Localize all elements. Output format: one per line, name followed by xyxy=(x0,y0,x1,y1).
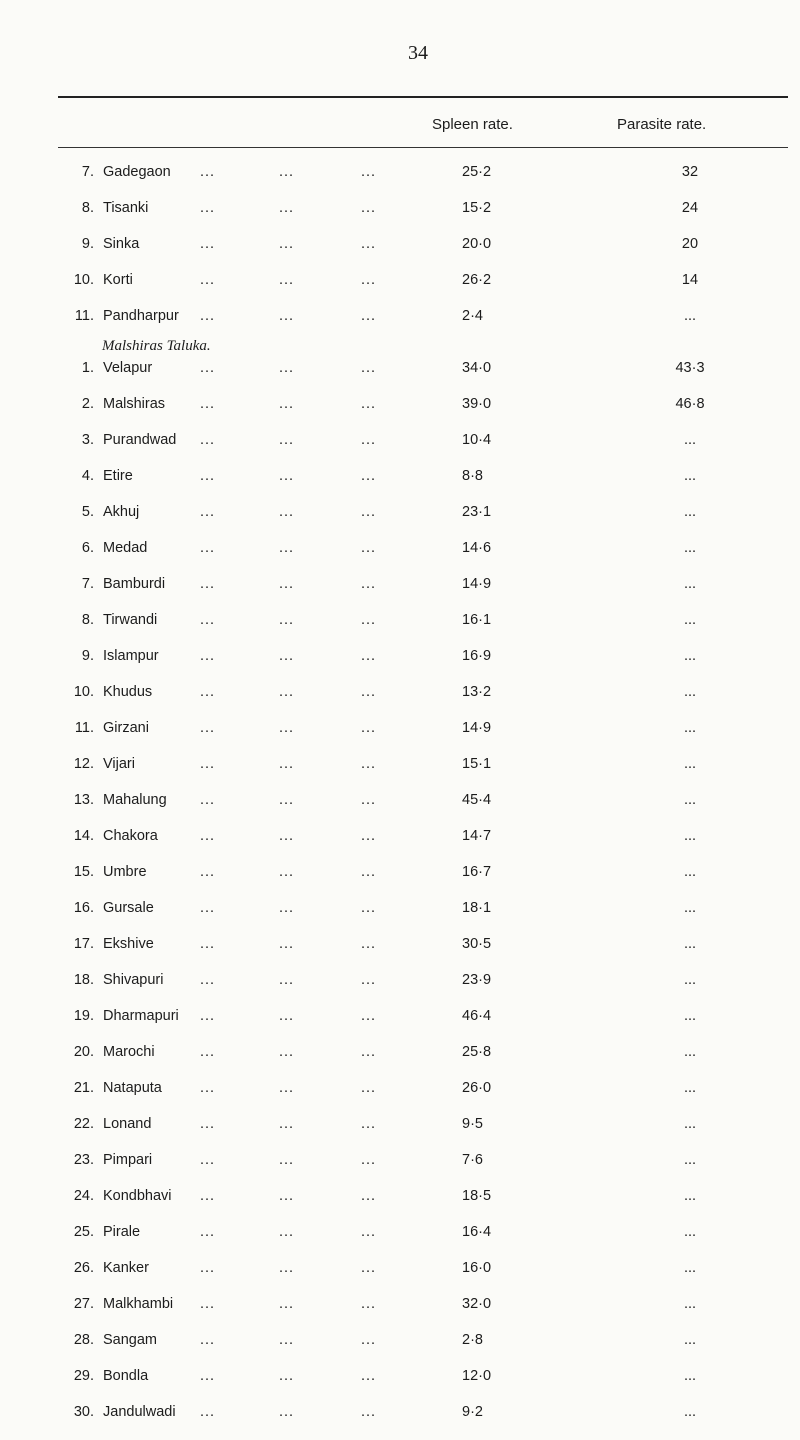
parasite-rate-value: ... xyxy=(683,576,697,592)
table-row xyxy=(0,648,800,684)
table-body xyxy=(0,164,800,1440)
parasite-rate-value: ... xyxy=(683,1116,697,1132)
parasite-rate-value: ... xyxy=(683,540,697,556)
place-name: Gadegaon xyxy=(103,164,171,180)
row-number: 13. xyxy=(73,792,94,808)
leader-dots: ... xyxy=(200,936,216,952)
leader-dots: ... xyxy=(200,164,216,180)
row-number: 3. xyxy=(81,432,94,448)
place-name: Malkhambi xyxy=(103,1296,174,1312)
leader-dots: ... xyxy=(279,756,295,772)
table-row xyxy=(0,756,800,792)
leader-dots: ... xyxy=(279,900,295,916)
table-row xyxy=(0,1296,800,1332)
leader-dots: ... xyxy=(279,612,295,628)
leader-dots: ... xyxy=(361,684,377,700)
leader-dots: ... xyxy=(361,504,377,520)
table-row xyxy=(0,1080,800,1116)
leader-dots: ... xyxy=(279,164,295,180)
row-number: 11. xyxy=(74,720,94,736)
leader-dots: ... xyxy=(361,1332,377,1348)
leader-dots: ... xyxy=(279,864,295,880)
row-number: 1. xyxy=(81,360,94,376)
place-name: Jandulwadi xyxy=(103,1404,176,1420)
leader-dots: ... xyxy=(200,1116,216,1132)
spleen-rate-value: 15·1 xyxy=(462,756,492,772)
header-rule xyxy=(58,147,788,148)
place-name: Purandwad xyxy=(103,432,177,448)
parasite-rate-value: ... xyxy=(683,828,697,844)
leader-dots: ... xyxy=(279,1116,295,1132)
leader-dots: ... xyxy=(361,1080,377,1096)
spleen-rate-value: 7·6 xyxy=(462,1152,483,1168)
spleen-rate-header: Spleen rate. xyxy=(432,116,513,133)
spleen-rate-value: 18·1 xyxy=(462,900,492,916)
parasite-rate-value: ... xyxy=(683,1080,697,1096)
leader-dots: ... xyxy=(279,236,295,252)
spleen-rate-value: 2·4 xyxy=(462,308,483,324)
spleen-rate-value: 20·0 xyxy=(462,236,492,252)
leader-dots: ... xyxy=(279,1296,295,1312)
leader-dots: ... xyxy=(279,936,295,952)
leader-dots: ... xyxy=(200,1044,216,1060)
leader-dots: ... xyxy=(279,792,295,808)
parasite-rate-value: 46·8 xyxy=(675,396,705,412)
leader-dots: ... xyxy=(200,792,216,808)
parasite-rate-value: ... xyxy=(683,1152,697,1168)
table-row xyxy=(0,1332,800,1368)
leader-dots: ... xyxy=(279,1332,295,1348)
place-name: Etire xyxy=(103,468,133,484)
place-name: Bamburdi xyxy=(103,576,166,592)
leader-dots: ... xyxy=(279,720,295,736)
leader-dots: ... xyxy=(279,1260,295,1276)
table-row xyxy=(0,1224,800,1260)
parasite-rate-value: ... xyxy=(683,432,697,448)
row-number: 9. xyxy=(81,236,94,252)
table-row xyxy=(0,360,800,396)
leader-dots: ... xyxy=(279,504,295,520)
leader-dots: ... xyxy=(279,468,295,484)
leader-dots: ... xyxy=(200,1008,216,1024)
parasite-rate-value: ... xyxy=(683,468,697,484)
leader-dots: ... xyxy=(361,1152,377,1168)
leader-dots: ... xyxy=(361,1368,377,1384)
leader-dots: ... xyxy=(361,1260,377,1276)
place-name: Islampur xyxy=(103,648,159,664)
leader-dots: ... xyxy=(200,504,216,520)
leader-dots: ... xyxy=(200,900,216,916)
table-row xyxy=(0,612,800,648)
spleen-rate-value: 16·1 xyxy=(462,612,492,628)
row-number: 20. xyxy=(73,1044,94,1060)
place-name: Korti xyxy=(103,272,133,288)
place-name: Vijari xyxy=(103,756,135,772)
table-row xyxy=(0,468,800,504)
leader-dots: ... xyxy=(361,900,377,916)
spleen-rate-value: 18·5 xyxy=(462,1188,492,1204)
leader-dots: ... xyxy=(200,236,216,252)
place-name: Gursale xyxy=(103,900,154,916)
parasite-rate-value: ... xyxy=(683,1260,697,1276)
row-number: 8. xyxy=(81,200,94,216)
table-row xyxy=(0,792,800,828)
row-number: 2. xyxy=(81,396,94,412)
table-row xyxy=(0,576,800,612)
leader-dots: ... xyxy=(279,272,295,288)
leader-dots: ... xyxy=(200,648,216,664)
parasite-rate-value: ... xyxy=(683,648,697,664)
place-name: Tisanki xyxy=(103,200,149,216)
table-row xyxy=(0,1188,800,1224)
place-name: Shivapuri xyxy=(103,972,164,988)
row-number: 9. xyxy=(81,648,94,664)
leader-dots: ... xyxy=(361,936,377,952)
leader-dots: ... xyxy=(279,1080,295,1096)
parasite-rate-value: ... xyxy=(683,756,697,772)
parasite-rate-value: ... xyxy=(683,1224,697,1240)
spleen-rate-value: 13·2 xyxy=(462,684,492,700)
spleen-rate-value: 23·1 xyxy=(462,504,492,520)
row-number: 30. xyxy=(73,1404,94,1420)
leader-dots: ... xyxy=(361,720,377,736)
section-2-rows xyxy=(0,360,800,1440)
row-number: 27. xyxy=(73,1296,94,1312)
spleen-rate-value: 16·7 xyxy=(462,864,492,880)
leader-dots: ... xyxy=(200,612,216,628)
spleen-rate-value: 8·8 xyxy=(462,468,483,484)
parasite-rate-value: ... xyxy=(683,612,697,628)
table-row xyxy=(0,1260,800,1296)
leader-dots: ... xyxy=(279,396,295,412)
leader-dots: ... xyxy=(200,864,216,880)
leader-dots: ... xyxy=(279,1044,295,1060)
table-row xyxy=(0,272,800,308)
spleen-rate-value: 26·2 xyxy=(462,272,492,288)
leader-dots: ... xyxy=(279,1152,295,1168)
row-number: 14. xyxy=(73,828,94,844)
leader-dots: ... xyxy=(200,576,216,592)
spleen-rate-value: 16·4 xyxy=(462,1224,492,1240)
leader-dots: ... xyxy=(361,432,377,448)
page-number: 34 xyxy=(408,42,428,64)
leader-dots: ... xyxy=(361,1404,377,1420)
leader-dots: ... xyxy=(200,1368,216,1384)
row-number: 29. xyxy=(73,1368,94,1384)
table-row xyxy=(0,396,800,432)
table-row xyxy=(0,900,800,936)
leader-dots: ... xyxy=(279,432,295,448)
table-row xyxy=(0,1404,800,1440)
table-row xyxy=(0,164,800,200)
place-name: Girzani xyxy=(103,720,149,736)
spleen-rate-value: 25·8 xyxy=(462,1044,492,1060)
place-name: Kanker xyxy=(103,1260,149,1276)
row-number: 25. xyxy=(73,1224,94,1240)
leader-dots: ... xyxy=(361,396,377,412)
place-name: Sinka xyxy=(103,236,140,252)
leader-dots: ... xyxy=(200,1332,216,1348)
parasite-rate-value: ... xyxy=(683,1332,697,1348)
leader-dots: ... xyxy=(361,272,377,288)
row-number: 5. xyxy=(81,504,94,520)
spleen-rate-value: 30·5 xyxy=(462,936,492,952)
parasite-rate-value: ... xyxy=(683,900,697,916)
leader-dots: ... xyxy=(279,648,295,664)
leader-dots: ... xyxy=(361,792,377,808)
leader-dots: ... xyxy=(279,1368,295,1384)
place-name: Sangam xyxy=(103,1332,158,1348)
leader-dots: ... xyxy=(279,576,295,592)
row-number: 26. xyxy=(73,1260,94,1276)
leader-dots: ... xyxy=(200,1260,216,1276)
spleen-rate-value: 12·0 xyxy=(462,1368,492,1384)
row-number: 24. xyxy=(73,1188,94,1204)
leader-dots: ... xyxy=(361,1296,377,1312)
parasite-rate-value: 14 xyxy=(681,272,699,288)
leader-dots: ... xyxy=(361,540,377,556)
leader-dots: ... xyxy=(361,1044,377,1060)
row-number: 16. xyxy=(73,900,94,916)
top-rule xyxy=(58,96,788,98)
row-number: 21. xyxy=(73,1080,94,1096)
spleen-rate-value: 10·4 xyxy=(462,432,492,448)
row-number: 28. xyxy=(73,1332,94,1348)
table-row xyxy=(0,1152,800,1188)
place-name: Bondla xyxy=(103,1368,149,1384)
row-number: 12. xyxy=(73,756,94,772)
leader-dots: ... xyxy=(200,720,216,736)
leader-dots: ... xyxy=(200,1404,216,1420)
spleen-rate-value: 9·2 xyxy=(462,1404,483,1420)
parasite-rate-value: ... xyxy=(683,308,697,324)
table-row xyxy=(0,1008,800,1044)
spleen-rate-value: 23·9 xyxy=(462,972,492,988)
table-row xyxy=(0,828,800,864)
parasite-rate-header: Parasite rate. xyxy=(617,116,707,133)
spleen-rate-value: 25·2 xyxy=(462,164,492,180)
parasite-rate-value: ... xyxy=(683,864,697,880)
leader-dots: ... xyxy=(361,972,377,988)
table-row xyxy=(0,720,800,756)
leader-dots: ... xyxy=(200,1080,216,1096)
table-row xyxy=(0,432,800,468)
leader-dots: ... xyxy=(200,684,216,700)
leader-dots: ... xyxy=(361,468,377,484)
place-name: Lonand xyxy=(103,1116,152,1132)
row-number: 8. xyxy=(81,612,94,628)
row-number: 18. xyxy=(73,972,94,988)
leader-dots: ... xyxy=(279,1224,295,1240)
row-number: 7. xyxy=(81,164,94,180)
parasite-rate-value: 43·3 xyxy=(675,360,705,376)
leader-dots: ... xyxy=(200,468,216,484)
spleen-rate-value: 15·2 xyxy=(462,200,492,216)
parasite-rate-value: ... xyxy=(683,504,697,520)
leader-dots: ... xyxy=(279,972,295,988)
leader-dots: ... xyxy=(361,1116,377,1132)
place-name: Mahalung xyxy=(103,792,167,808)
row-number: 10. xyxy=(73,272,94,288)
spleen-rate-value: 46·4 xyxy=(462,1008,492,1024)
parasite-rate-value: ... xyxy=(683,936,697,952)
parasite-rate-value: 20 xyxy=(681,236,699,252)
leader-dots: ... xyxy=(361,1224,377,1240)
place-name: Khudus xyxy=(103,684,153,700)
spleen-rate-value: 32·0 xyxy=(462,1296,492,1312)
row-number: 19. xyxy=(73,1008,94,1024)
spleen-rate-value: 14·9 xyxy=(462,720,492,736)
row-number: 6. xyxy=(81,540,94,556)
leader-dots: ... xyxy=(361,200,377,216)
spleen-rate-value: 16·9 xyxy=(462,648,492,664)
spleen-rate-value: 14·9 xyxy=(462,576,492,592)
leader-dots: ... xyxy=(361,756,377,772)
leader-dots: ... xyxy=(361,612,377,628)
leader-dots: ... xyxy=(200,540,216,556)
leader-dots: ... xyxy=(279,1188,295,1204)
section-subheading: Malshiras Taluka. xyxy=(102,338,211,354)
spleen-rate-value: 2·8 xyxy=(462,1332,483,1348)
leader-dots: ... xyxy=(361,236,377,252)
table-row xyxy=(0,1116,800,1152)
spleen-rate-value: 14·6 xyxy=(462,540,492,556)
leader-dots: ... xyxy=(361,308,377,324)
place-name: Ekshive xyxy=(103,936,154,952)
spleen-rate-value: 9·5 xyxy=(462,1116,483,1132)
parasite-rate-value: ... xyxy=(683,1368,697,1384)
leader-dots: ... xyxy=(279,684,295,700)
leader-dots: ... xyxy=(200,272,216,288)
leader-dots: ... xyxy=(279,540,295,556)
leader-dots: ... xyxy=(279,200,295,216)
parasite-rate-value: 24 xyxy=(681,200,699,216)
parasite-rate-value: ... xyxy=(683,1296,697,1312)
table-row xyxy=(0,200,800,236)
row-number: 17. xyxy=(73,936,94,952)
leader-dots: ... xyxy=(279,360,295,376)
table-row xyxy=(0,1368,800,1404)
leader-dots: ... xyxy=(361,164,377,180)
leader-dots: ... xyxy=(361,1188,377,1204)
place-name: Dharmapuri xyxy=(103,1008,179,1024)
leader-dots: ... xyxy=(200,396,216,412)
parasite-rate-value: 32 xyxy=(681,164,699,180)
place-name: Pandharpur xyxy=(103,308,179,324)
table-row xyxy=(0,972,800,1008)
section-1-rows xyxy=(0,164,800,344)
row-number: 10. xyxy=(73,684,94,700)
table-row xyxy=(0,936,800,972)
row-number: 11. xyxy=(74,308,94,324)
place-name: Medad xyxy=(103,540,148,556)
place-name: Kondbhavi xyxy=(103,1188,172,1204)
leader-dots: ... xyxy=(200,1296,216,1312)
table-row xyxy=(0,236,800,272)
leader-dots: ... xyxy=(279,828,295,844)
parasite-rate-value: ... xyxy=(683,1188,697,1204)
place-name: Umbre xyxy=(103,864,147,880)
parasite-rate-value: ... xyxy=(683,792,697,808)
leader-dots: ... xyxy=(200,828,216,844)
place-name: Akhuj xyxy=(103,504,140,520)
place-name: Malshiras xyxy=(103,396,166,412)
leader-dots: ... xyxy=(200,756,216,772)
table-row xyxy=(0,864,800,900)
leader-dots: ... xyxy=(361,1008,377,1024)
leader-dots: ... xyxy=(279,308,295,324)
spleen-rate-value: 26·0 xyxy=(462,1080,492,1096)
spleen-rate-value: 45·4 xyxy=(462,792,492,808)
parasite-rate-value: ... xyxy=(683,1404,697,1420)
place-name: Chakora xyxy=(103,828,158,844)
place-name: Velapur xyxy=(103,360,153,376)
leader-dots: ... xyxy=(361,576,377,592)
place-name: Pimpari xyxy=(103,1152,153,1168)
row-number: 22. xyxy=(73,1116,94,1132)
place-name: Pirale xyxy=(103,1224,141,1240)
spleen-rate-value: 39·0 xyxy=(462,396,492,412)
leader-dots: ... xyxy=(200,432,216,448)
leader-dots: ... xyxy=(200,1188,216,1204)
place-name: Nataputa xyxy=(103,1080,162,1096)
spleen-rate-value: 16·0 xyxy=(462,1260,492,1276)
place-name: Marochi xyxy=(103,1044,155,1060)
spleen-rate-value: 14·7 xyxy=(462,828,492,844)
leader-dots: ... xyxy=(361,864,377,880)
row-number: 23. xyxy=(73,1152,94,1168)
spleen-rate-value: 34·0 xyxy=(462,360,492,376)
row-number: 15. xyxy=(73,864,94,880)
leader-dots: ... xyxy=(361,360,377,376)
leader-dots: ... xyxy=(279,1008,295,1024)
leader-dots: ... xyxy=(279,1404,295,1420)
leader-dots: ... xyxy=(200,972,216,988)
parasite-rate-value: ... xyxy=(683,1044,697,1060)
table-row xyxy=(0,684,800,720)
place-name: Tirwandi xyxy=(103,612,158,628)
row-number: 4. xyxy=(81,468,94,484)
table-row xyxy=(0,504,800,540)
table-row xyxy=(0,540,800,576)
leader-dots: ... xyxy=(200,200,216,216)
parasite-rate-value: ... xyxy=(683,972,697,988)
leader-dots: ... xyxy=(200,1224,216,1240)
row-number: 7. xyxy=(81,576,94,592)
leader-dots: ... xyxy=(361,828,377,844)
leader-dots: ... xyxy=(200,360,216,376)
parasite-rate-value: ... xyxy=(683,1008,697,1024)
leader-dots: ... xyxy=(361,648,377,664)
table-row xyxy=(0,1044,800,1080)
parasite-rate-value: ... xyxy=(683,684,697,700)
leader-dots: ... xyxy=(200,1152,216,1168)
leader-dots: ... xyxy=(200,308,216,324)
parasite-rate-value: ... xyxy=(683,720,697,736)
